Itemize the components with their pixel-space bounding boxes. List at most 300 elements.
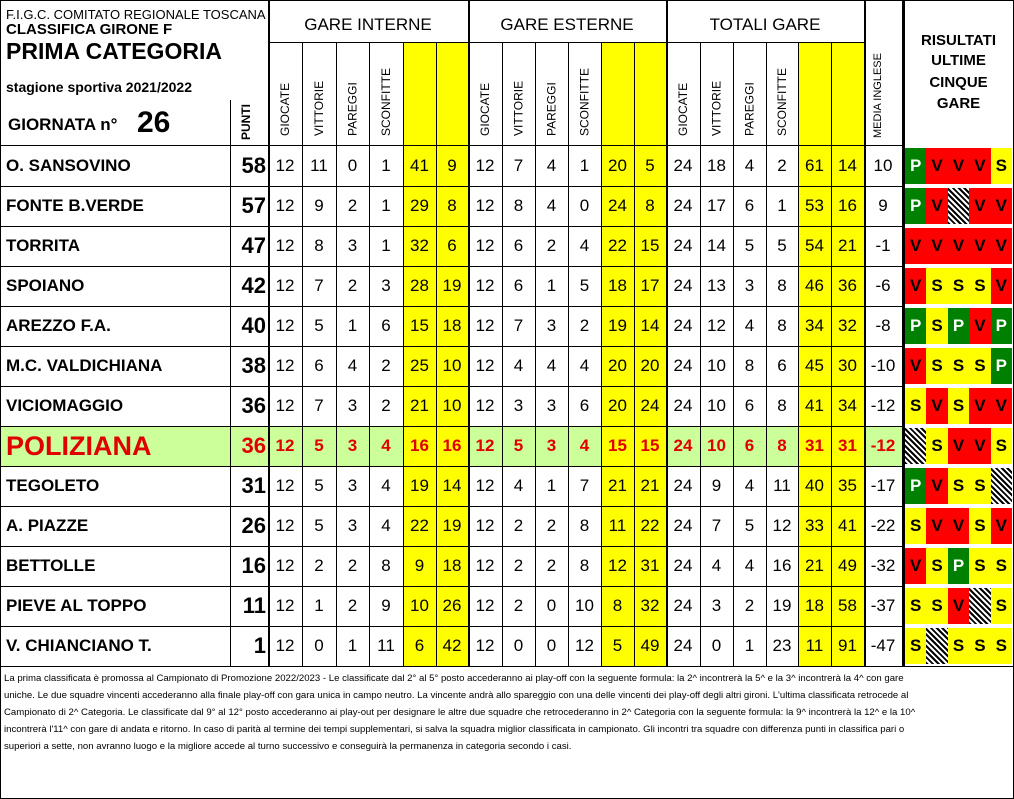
result-badge: V: [969, 388, 990, 424]
stat-away-4: 2: [579, 316, 590, 335]
result-badge: P: [905, 468, 926, 504]
footer-line: Campionato di 2^ Categoria. Le classificate dal 9° al 12° posto accederanno ai play-out per designare le altre due squadre che retrocederanno in 2^ Categoria con la seguente formula: la 9^ incontrerà la 12^ e la 10^: [4, 707, 916, 718]
stat-home-5: 9: [414, 556, 425, 575]
result-badge: [991, 468, 1012, 504]
stat-away-1: 12: [475, 596, 495, 615]
stat-away-2: 2: [513, 596, 524, 615]
stat-home-4: 2: [381, 396, 391, 415]
grid-line: [268, 0, 270, 666]
stat-home-4: 1: [381, 196, 391, 215]
result-badge: V: [926, 188, 947, 224]
stat-away-4: 8: [579, 556, 590, 575]
stat-home-1: 12: [275, 196, 295, 215]
team-points: 38: [241, 353, 266, 378]
result-badge: V: [991, 388, 1012, 424]
stat-home-5: 6: [414, 636, 425, 655]
stat-tot-2: 10: [707, 356, 726, 375]
stat-home-2: 9: [314, 196, 324, 215]
stat-away-1: 12: [475, 156, 495, 175]
media-inglese: -12: [870, 396, 896, 415]
stat-away-3: 2: [546, 236, 557, 255]
stat-away-4: 8: [579, 516, 590, 535]
stat-away-2: 7: [513, 156, 524, 175]
stat-tot-6: 16: [838, 196, 857, 215]
stat-tot-2: 18: [707, 156, 726, 175]
stat-away-3: 1: [546, 276, 557, 295]
grid-line: [302, 42, 303, 666]
stat-home-1: 12: [275, 436, 295, 455]
stat-away-4: 10: [575, 596, 594, 615]
stat-home-2: 8: [314, 236, 324, 255]
stat-tot-2: 10: [707, 396, 726, 415]
stat-tot-4: 19: [772, 596, 792, 615]
media-inglese: -10: [870, 356, 896, 375]
stat-home-2: 1: [314, 596, 324, 615]
stat-away-3: 2: [546, 516, 557, 535]
grid-line: [0, 666, 1014, 667]
stat-tot-6: 49: [838, 556, 857, 575]
stat-tot-4: 8: [777, 316, 787, 335]
stat-tot-1: 24: [673, 196, 693, 215]
stat-away-2: 2: [513, 556, 524, 575]
media-inglese: -37: [870, 596, 896, 615]
stat-home-5: 29: [410, 196, 429, 215]
result-badge: V: [926, 468, 947, 504]
footer-line: uniche. Le due squadre vincenti accederanno alla finale play-off con gara unica in campo neutro. La vincente andrà allo spareggio con una delle vincenti dei play-off degli altri gironi. L'ultima classificata retrocede al: [4, 690, 909, 701]
grid-line: [403, 42, 404, 666]
grid-line: [502, 42, 503, 666]
results-title-4: GARE: [936, 95, 981, 112]
result-badge: S: [969, 348, 990, 384]
stat-tot-1: 24: [673, 396, 693, 415]
stat-away-3: 0: [546, 636, 557, 655]
stat-tot-4: 1: [777, 196, 787, 215]
stat-home-6: 16: [442, 436, 462, 455]
stat-home-4: 1: [381, 236, 391, 255]
stat-home-3: 2: [347, 196, 358, 215]
result-badge: V: [969, 188, 990, 224]
stat-tot-1: 24: [673, 356, 693, 375]
stat-away-5: 21: [608, 476, 627, 495]
media-inglese: -47: [870, 636, 896, 655]
media-inglese: 9: [878, 196, 888, 215]
team-name: VICIOMAGGIO: [6, 396, 124, 415]
team-points: 1: [253, 633, 266, 658]
stat-away-5: 22: [608, 236, 627, 255]
team-points: 47: [241, 233, 266, 258]
stat-home-4: 11: [377, 636, 395, 655]
stat-home-1: 12: [275, 156, 295, 175]
stat-tot-2: 10: [707, 436, 726, 455]
stat-tot-3: 3: [744, 276, 755, 295]
stat-home-5: 21: [410, 396, 429, 415]
stat-tot-1: 24: [673, 516, 693, 535]
stat-home-4: 4: [381, 436, 391, 455]
stat-tot-4: 12: [772, 516, 792, 535]
footer-line: superiori a sette, non avranno luogo e la migliore accede al turno successivo e conseguirà la permanenza in categoria secondo i casi.: [4, 741, 572, 752]
stat-home-3: 3: [347, 396, 358, 415]
team-points: 36: [241, 433, 266, 458]
stat-tot-5: 11: [805, 636, 824, 655]
stat-away-4: 5: [579, 276, 590, 295]
stat-home-5: 22: [410, 516, 429, 535]
stat-home-2: 0: [314, 636, 324, 655]
result-badge: S: [905, 628, 926, 664]
stat-tot-5: 45: [805, 356, 824, 375]
result-badge: S: [991, 548, 1012, 584]
stat-tot-5: 18: [805, 596, 824, 615]
stat-tot-1: 24: [673, 596, 693, 615]
result-badge: [948, 188, 969, 224]
result-badge: V: [969, 428, 990, 464]
result-badge: S: [969, 628, 990, 664]
stat-home-3: 3: [347, 236, 358, 255]
stat-tot-2: 13: [707, 276, 726, 295]
stat-away-6: 32: [640, 596, 660, 615]
stat-home-6: 14: [442, 476, 462, 495]
team-name: M.C. VALDICHIANA: [6, 356, 163, 375]
sub-header-interne-1: GIOCATE: [278, 82, 292, 136]
stat-home-6: 10: [442, 396, 462, 415]
grid-line: [535, 42, 536, 666]
stat-away-5: 8: [612, 596, 623, 615]
team-name: BETTOLLE: [6, 556, 96, 575]
stat-tot-3: 6: [744, 436, 755, 455]
stat-tot-6: 35: [838, 476, 857, 495]
result-badge: P: [905, 308, 926, 344]
stat-away-4: 1: [579, 156, 590, 175]
stat-away-5: 12: [608, 556, 627, 575]
footer-line: La prima classificata è promossa al Campionato di Promozione 2022/2023 - Le classificate dal 2° al 5° posto accederanno ai play-off con la seguente formula: la 2^ incontrerà la 5^ e la 3^ incontrerà la 4^ con gare: [4, 673, 904, 684]
stat-home-6: 18: [442, 556, 462, 575]
stat-tot-6: 41: [838, 516, 857, 535]
stat-tot-2: 0: [711, 636, 722, 655]
stat-tot-4: 6: [777, 356, 787, 375]
media-inglese: -6: [875, 276, 891, 295]
team-name: A. PIAZZE: [6, 516, 89, 535]
stat-home-6: 26: [442, 596, 462, 615]
result-badge: V: [926, 228, 947, 264]
stat-away-5: 24: [608, 196, 627, 215]
result-badge: V: [905, 348, 926, 384]
sub-header-interne-3: PAREGGI: [345, 82, 360, 136]
stat-away-2: 4: [513, 356, 524, 375]
stat-away-6: 22: [640, 516, 660, 535]
grid-line: [666, 0, 668, 666]
footer-line: incontrerà l'11^ con gare di andata e ritorno. In caso di parità al termine dei tempi supplementari, si salva la squadra miglior classificata in campionato. Gli incontri tra squadre con differenza punti in classifica pari o: [4, 724, 905, 735]
grid-line: [436, 42, 437, 666]
stat-tot-6: 91: [838, 636, 857, 655]
stat-away-4: 6: [579, 396, 590, 415]
result-badge: S: [948, 388, 969, 424]
giornata-number: 26: [137, 106, 171, 139]
stat-tot-3: 5: [744, 236, 755, 255]
stat-home-1: 12: [275, 396, 295, 415]
result-badge: V: [969, 148, 990, 184]
stat-away-5: 20: [608, 156, 627, 175]
stat-home-4: 8: [381, 556, 391, 575]
result-badge: S: [991, 148, 1012, 184]
media-inglese: -1: [875, 236, 891, 255]
stat-away-6: 8: [645, 196, 655, 215]
result-badge: P: [948, 308, 969, 344]
footer-notes: [4, 670, 1010, 755]
stat-home-2: 5: [314, 316, 324, 335]
stat-home-4: 4: [381, 476, 391, 495]
stat-away-4: 4: [579, 436, 590, 455]
stat-away-1: 12: [475, 316, 495, 335]
stat-tot-4: 11: [773, 476, 791, 495]
result-badge: S: [905, 588, 926, 624]
stat-away-2: 2: [513, 516, 524, 535]
stat-away-6: 15: [640, 436, 660, 455]
stat-tot-1: 24: [673, 316, 693, 335]
stat-away-2: 6: [513, 276, 524, 295]
stat-home-6: 6: [447, 236, 457, 255]
sub-header-totali-2: VITTORIE: [709, 80, 724, 136]
stat-tot-3: 6: [744, 196, 755, 215]
grid-line: [0, 0, 1014, 1]
stat-away-6: 14: [640, 316, 660, 335]
sub-header-totali-3: PAREGGI: [742, 82, 757, 136]
media-inglese: -17: [870, 476, 896, 495]
punti-label: PUNTI: [239, 104, 253, 140]
team-points: 58: [241, 153, 266, 178]
stat-away-1: 12: [475, 276, 495, 295]
result-badge: P: [991, 308, 1012, 344]
stat-away-4: 4: [579, 356, 590, 375]
stat-away-1: 12: [475, 556, 495, 575]
result-badge: S: [926, 588, 947, 624]
result-badge: V: [905, 228, 926, 264]
stat-away-1: 12: [475, 516, 495, 535]
stat-home-3: 3: [347, 436, 358, 455]
stat-home-1: 12: [275, 356, 295, 375]
stat-tot-6: 14: [838, 156, 857, 175]
stat-away-3: 4: [546, 356, 557, 375]
stat-home-4: 9: [381, 596, 391, 615]
result-badge: [905, 428, 926, 464]
stat-home-5: 15: [410, 316, 429, 335]
result-badge: [969, 588, 990, 624]
stat-tot-2: 3: [711, 596, 722, 615]
stat-away-1: 12: [475, 196, 495, 215]
result-badge: V: [991, 228, 1012, 264]
results-title-3: CINQUE: [929, 74, 988, 91]
team-points: 57: [241, 193, 266, 218]
result-badge: S: [948, 268, 969, 304]
result-badge: V: [926, 388, 947, 424]
result-badge: V: [991, 508, 1012, 544]
result-badge: S: [926, 308, 947, 344]
stat-home-4: 1: [381, 156, 391, 175]
stat-tot-4: 2: [777, 156, 787, 175]
result-badge: V: [948, 148, 969, 184]
grid-line: [831, 42, 832, 666]
stat-home-3: 4: [347, 356, 358, 375]
stat-away-2: 5: [513, 436, 524, 455]
stat-tot-3: 6: [744, 396, 755, 415]
stat-tot-5: 33: [805, 516, 824, 535]
team-name: PIEVE AL TOPPO: [6, 596, 147, 615]
stat-away-6: 17: [640, 276, 660, 295]
stat-tot-1: 24: [673, 556, 693, 575]
stat-tot-3: 4: [744, 156, 755, 175]
stat-tot-2: 12: [707, 316, 726, 335]
grid-line: [902, 0, 905, 666]
result-badge: S: [948, 348, 969, 384]
media-inglese: -32: [870, 556, 896, 575]
team-name: TORRITA: [6, 236, 80, 255]
stat-home-3: 0: [347, 156, 358, 175]
stat-away-5: 18: [608, 276, 627, 295]
sub-header-interne-4: SCONFITTE: [379, 68, 393, 136]
result-badge: S: [991, 588, 1012, 624]
results-title-1: RISULTATI: [921, 32, 996, 49]
grid-line: [700, 42, 701, 666]
stat-tot-3: 1: [744, 636, 755, 655]
results-title-2: ULTIME: [931, 52, 986, 69]
stat-away-1: 12: [475, 356, 495, 375]
stat-away-4: 0: [579, 196, 590, 215]
grid-line: [601, 42, 602, 666]
stat-tot-6: 32: [838, 316, 857, 335]
stat-away-5: 20: [608, 396, 627, 415]
stat-home-5: 28: [410, 276, 429, 295]
grid-line: [766, 42, 767, 666]
result-badge: S: [926, 548, 947, 584]
team-points: 31: [241, 473, 266, 498]
stat-away-2: 7: [513, 316, 524, 335]
media-label: MEDIA INGLESE: [872, 53, 884, 138]
stat-tot-5: 53: [805, 196, 824, 215]
result-badge: P: [905, 148, 926, 184]
stat-home-6: 10: [442, 356, 462, 375]
stat-tot-5: 34: [805, 316, 824, 335]
stat-home-2: 5: [314, 516, 324, 535]
stat-home-3: 1: [347, 636, 358, 655]
stat-tot-1: 24: [673, 276, 693, 295]
stat-away-3: 1: [546, 476, 557, 495]
sub-header-esterne-4: SCONFITTE: [577, 68, 592, 136]
stat-home-5: 19: [410, 476, 429, 495]
result-badge: V: [969, 228, 990, 264]
giornata-label: GIORNATA n°: [8, 115, 118, 134]
stat-home-3: 2: [347, 556, 358, 575]
stat-away-6: 15: [640, 236, 660, 255]
stat-tot-2: 7: [711, 516, 722, 535]
stat-away-5: 11: [608, 516, 627, 535]
stat-home-2: 7: [314, 276, 324, 295]
stat-away-5: 20: [608, 356, 627, 375]
stat-tot-6: 21: [838, 236, 857, 255]
stat-home-6: 18: [442, 316, 462, 335]
stat-home-6: 19: [442, 276, 462, 295]
stat-away-6: 24: [640, 396, 660, 415]
stat-tot-4: 23: [772, 636, 792, 655]
stat-home-3: 2: [347, 596, 358, 615]
stat-away-4: 12: [575, 636, 594, 655]
media-inglese: -22: [870, 516, 896, 535]
stat-tot-1: 24: [673, 636, 693, 655]
result-badge: V: [948, 588, 969, 624]
grid-line: [798, 42, 799, 666]
stat-tot-3: 4: [744, 556, 755, 575]
stat-away-5: 15: [608, 436, 627, 455]
grid-line: [336, 42, 337, 666]
result-badge: V: [948, 428, 969, 464]
result-badge: V: [926, 148, 947, 184]
stat-away-2: 4: [513, 476, 524, 495]
stat-away-6: 49: [640, 636, 660, 655]
grid-line: [634, 42, 635, 666]
stat-home-4: 3: [381, 276, 391, 295]
result-badge: [926, 628, 947, 664]
result-badge: S: [991, 428, 1012, 464]
media-inglese: 10: [873, 156, 893, 175]
team-points: 26: [241, 513, 266, 538]
stat-tot-5: 61: [805, 156, 824, 175]
stat-tot-1: 24: [673, 236, 693, 255]
stat-home-6: 9: [447, 156, 457, 175]
stat-tot-6: 31: [838, 436, 857, 455]
stat-away-3: 2: [546, 556, 557, 575]
result-badge: P: [948, 548, 969, 584]
stat-away-1: 12: [475, 476, 495, 495]
stat-home-6: 42: [442, 636, 462, 655]
stat-tot-6: 36: [838, 276, 857, 295]
result-badge: S: [905, 388, 926, 424]
stat-home-3: 1: [347, 316, 358, 335]
stat-tot-2: 14: [707, 236, 726, 255]
result-badge: V: [991, 188, 1012, 224]
stat-tot-4: 5: [777, 236, 787, 255]
team-points: 16: [241, 553, 266, 578]
group-interne: GARE INTERNE: [304, 15, 432, 34]
stat-home-3: 3: [347, 516, 358, 535]
stat-tot-3: 8: [744, 356, 755, 375]
stat-tot-6: 58: [838, 596, 857, 615]
result-badge: V: [905, 268, 926, 304]
stat-tot-5: 41: [805, 396, 824, 415]
team-name: TEGOLETO: [6, 476, 100, 495]
group-totali: TOTALI GARE: [709, 15, 821, 34]
result-badge: S: [948, 468, 969, 504]
stat-tot-6: 30: [838, 356, 857, 375]
result-badge: S: [948, 628, 969, 664]
grid-line: [369, 42, 370, 666]
result-badge: V: [926, 508, 947, 544]
team-name: AREZZO F.A.: [6, 316, 111, 335]
media-inglese: -8: [875, 316, 891, 335]
stat-away-3: 3: [546, 316, 557, 335]
result-badge: V: [991, 268, 1012, 304]
stat-home-5: 16: [410, 436, 429, 455]
team-name: POLIZIANA: [6, 430, 152, 461]
result-badge: V: [948, 508, 969, 544]
result-badge: S: [969, 468, 990, 504]
stat-away-3: 3: [546, 396, 557, 415]
stat-away-2: 6: [513, 236, 524, 255]
stat-tot-6: 34: [838, 396, 857, 415]
stat-home-1: 12: [275, 316, 295, 335]
stat-away-2: 8: [513, 196, 524, 215]
group-esterne: GARE ESTERNE: [500, 15, 634, 34]
stat-away-5: 5: [612, 636, 623, 655]
stat-tot-5: 40: [805, 476, 824, 495]
sub-header-esterne-2: VITTORIE: [511, 80, 526, 136]
stat-home-5: 32: [410, 236, 429, 255]
